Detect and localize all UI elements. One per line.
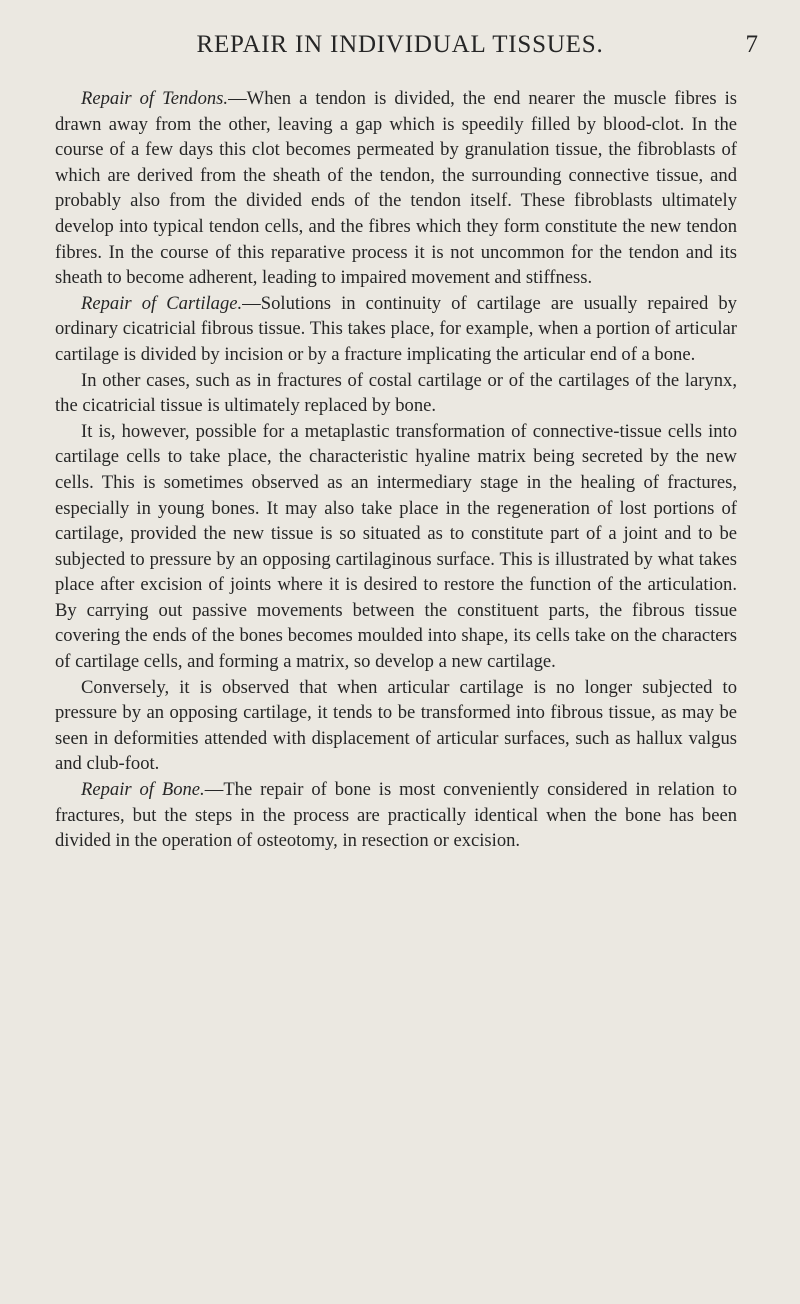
running-title: REPAIR IN INDIVIDUAL TISSUES. <box>196 31 604 58</box>
paragraph-text: —Solutions in continuity of cartilage are usually repaired by ordinary cicatricial fibrous tissue. This takes place, for example, when a portion of articular cartilage is divided by incision or by a fracture implicating the articular end of a bone. <box>55 292 737 365</box>
paragraph-text: —When a tendon is divided, the end nearer the muscle fibres is drawn away from the other, leaving a gap which is speedily filled by blood-clot. In the course of a few days this clot becomes permeated by granulation tissue, the fibroblasts of which are derived from the sheath of the tendon, the surrounding connective tissue, and probably also from the divided ends of the tendon itself. These fibroblasts ultimately develop into typical tendon cells, and the fibres which they form constitute the new tendon fibres. In the course of this reparative process it is not uncommon for the tendon and its sheath to become adherent, leading to impaired movement and stiffness. <box>55 88 737 289</box>
section-heading-bone: Repair of Bone. <box>81 779 205 801</box>
paragraph-text: —The repair of bone is most conveniently considered in relation to fractures, but the steps in the process are practically identical when the bone has been divided in the operation of osteotomy, in resection or excision. <box>55 779 738 852</box>
body-text <box>55 86 737 854</box>
paragraph-text: Conversely, it is observed that when articular cartilage is no longer subjected to pressure by an opposing cartilage, it tends to be transformed into fibrous tissue, as may be seen in deformities attended with displacement of articular surfaces, such as hallux valgus and club-foot. <box>55 676 737 775</box>
paragraph-text: In other cases, such as in fractures of costal cartilage or of the cartilages of the larynx, the cicatricial tissue is ultimately replaced by bone. <box>55 369 737 417</box>
paragraph-metaplastic-transformation <box>55 419 737 675</box>
page-number: 7 <box>745 31 758 58</box>
running-head <box>0 28 800 62</box>
section-heading-cartilage: Repair of Cartilage. <box>81 292 243 314</box>
paragraph-cartilage <box>55 291 737 368</box>
paragraph-bone <box>55 777 737 854</box>
paragraph-conversely <box>55 675 737 777</box>
section-heading-tendons: Repair of Tendons. <box>81 88 229 109</box>
paragraph-costal-cartilage <box>55 368 737 419</box>
paragraph-text: It is, however, possible for a metaplastic transformation of connective-tissue cells into cartilage cells to take place, the characteristic hyaline matrix being secreted by the new cells. This is sometimes observed as an intermediary stage in the healing of fractures, especially in young bones. It may also take place in the regeneration of lost portions of cartilage, provided the new tissue is so situated as to constitute part of a joint and to be subjected to pressure by an opposing cartilaginous surface. This is illustrated by what takes place after excision of joints where it is desired to restore the function of the articulation. By carrying out passive movements between the constituent parts, the fibrous tissue covering the ends of the bones becomes moulded into shape, its cells take on the characters of cartilage cells, and forming a matrix, so develop a new cartilage. <box>55 420 737 673</box>
paragraph-tendons <box>55 86 737 291</box>
